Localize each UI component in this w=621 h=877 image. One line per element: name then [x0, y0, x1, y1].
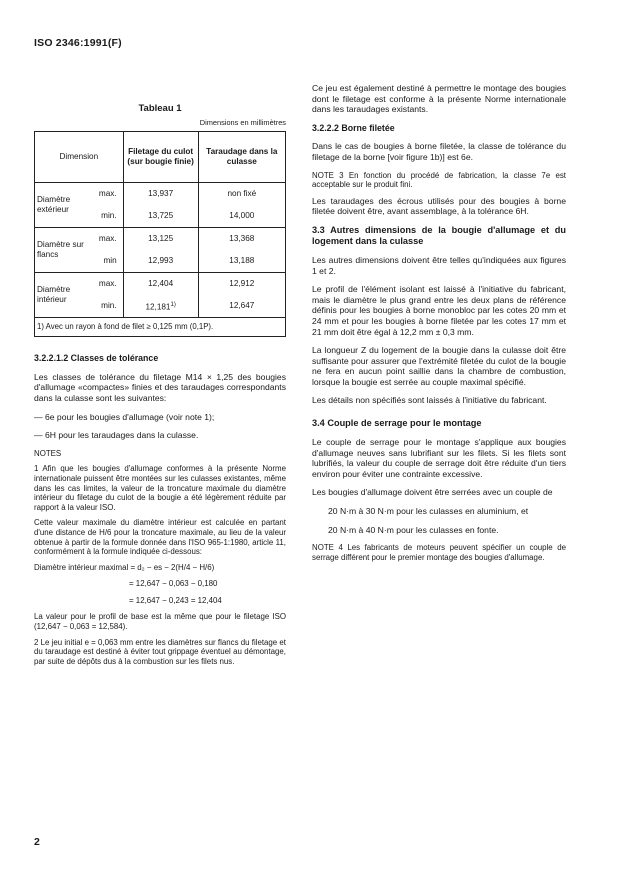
paragraph: Les taraudages des écrous utilisés pour des bougies à borne filetée doivent être, avant assemblage, à la tolérance 6H. — [312, 195, 566, 217]
section-heading-3-4: 3.4 Couple de serrage pour le montage — [312, 418, 482, 429]
equation-line: = 12,647 − 0,063 − 0,180 — [129, 579, 218, 589]
cell-value — [123, 295, 198, 318]
paragraph: Dans le cas de bougies à borne filetée, la classe de tolérance du filetage de la borne [voir figure 1b)] est 6e. — [312, 141, 566, 162]
footnote-ref: 1) — [170, 301, 176, 308]
note-1b: Cette valeur maximale du diamètre intérieur est calculée en partant d'une distance de H/6 pour la troncature maximale, au lieu de la valeur obtenue à partir de la formule donnée dans l'ISO 965-1:1980, article 11, conformément à la formule indiquée ci-dessous: — [34, 518, 286, 557]
cell-value: 12,912 — [198, 273, 285, 296]
right-column — [312, 83, 566, 568]
equation-line: = 12,647 − 0,243 = 12,404 — [129, 595, 222, 605]
cell-value: 13,368 — [198, 228, 285, 251]
paragraph: Les classes de tolérance du filetage M14 × 1,25 des bougies d'allumage «compactes» finies et des taraudages correspondants dans la culasse sont les suivantes: — [34, 371, 286, 403]
page-header: ISO 2346:1991(F) — [34, 37, 122, 49]
qualifier-min: min. — [101, 210, 117, 220]
cell-value: 13,125 — [123, 228, 198, 251]
paragraph: Ce jeu est également destiné à permettre le montage des bougies dont le filetage est conforme à la présente Norme internationale dans les taraudages existants. — [312, 83, 566, 115]
note-4: NOTE 4 Les fabricants de moteurs peuvent spécifier un couple de serrage différent pour le premier montage des bougies d'allumage. — [312, 543, 566, 562]
paragraph: Le profil de l'élément isolant est laissé à l'initiative du fabricant, mais le diamètre le plus grand entre les deux plans de référence définis pour les bougies à borne monobloc par les cotes 20 mm et 24 mm et pour les bougies à borne filetée par les cotes 17 mm et 21 mm doit être égal à 12,2 mm ± 0,3 mm. — [312, 284, 566, 337]
qualifier-max: max. — [97, 273, 123, 296]
cell-value: 13,937 — [123, 183, 198, 206]
notes-block — [34, 449, 286, 667]
cell-value: 14,000 — [198, 205, 285, 228]
section-heading-3-3: 3.3 Autres dimensions de la bougie d'allumage et du logement dans la culasse — [312, 224, 566, 246]
cell-value-text: 12,181 — [145, 302, 171, 312]
qualifier-min: min — [103, 255, 117, 265]
table-footnote: 1) Avec un rayon à fond de filet ≥ 0,125 mm (0,1P). — [35, 318, 286, 337]
section-heading-classes: 3.2.2.1.2 Classes de tolérance — [34, 353, 159, 364]
notes-heading: NOTES — [34, 448, 62, 458]
list-item: — 6e pour les bougies d'allumage (voir note 1); — [34, 411, 215, 422]
note-2: 2 Le jeu initial e = 0,063 mm entre les diamètres sur flancs du filetage et du taraudage est destiné à éviter tout grippage éventuel au démontage, par suite de dépôts dus à la combustion sur les filets nus. — [34, 637, 286, 666]
left-column — [34, 82, 286, 672]
row-label: Diamètre sur flancs — [35, 228, 97, 273]
row-label: Diamètre extérieur — [37, 194, 71, 215]
cell-value: non fixé — [198, 183, 285, 206]
cell-value: 12,993 — [123, 250, 198, 273]
section-heading-borne: 3.2.2.2 Borne filetée — [312, 122, 395, 133]
cell-value: 13,188 — [198, 250, 285, 273]
list-item: — 6H pour les taraudages dans la culasse. — [34, 430, 199, 441]
table-row — [35, 273, 286, 296]
note-1c: La valeur pour le profil de base est la même que pour le filetage ISO (12,647 − 0,063 = 12,584). — [34, 612, 286, 632]
torque-fonte: 20 N·m à 40 N·m pour les culasses en fonte. — [328, 524, 499, 535]
equation-line: Diamètre intérieur maximal = d₂ − es − 2(H/4 − H/6) — [34, 562, 215, 572]
qualifier-min: min. — [101, 300, 117, 310]
cell-value: 12,404 — [123, 273, 198, 296]
qualifier-max: max. — [98, 188, 117, 198]
header-taraudage: Taraudage dans la culasse — [198, 132, 285, 183]
table-row — [35, 183, 286, 206]
note-1: 1 Afin que les bougies d'allumage conformes à la présente Norme internationale puissent être montées sur les culasses existantes, même dans les cas limites, la valeur de la troncature maximale du diamètre intérieur du filetage du culot de la bougie a été légèrement réduite par rapport à la valeur ISO. — [34, 464, 286, 512]
table-row — [35, 228, 286, 251]
header-filetage: Filetage du culot (sur bougie finie) — [123, 132, 198, 183]
cell-value: 13,725 — [123, 205, 198, 228]
torque-aluminium: 20 N·m à 30 N·m pour les culasses en aluminium, et — [328, 506, 529, 517]
paragraph: Le couple de serrage pour le montage s'applique aux bougies d'allumage neuves sans lubrifiant sur les filets. Si les filets sont lubrifiés, la valeur du couple de serrage doit être réduite d'un tiers environ pour éviter une contrainte excessive. — [312, 437, 566, 479]
paragraph: La longueur Z du logement de la bougie dans la culasse doit être suffisante pour assurer que l'extrémité filetée du culot de la bougie ne fera en aucun point saillie dans la chambre de combustion, lorsque la bougie est serrée au couple maximal spécifié. — [312, 345, 566, 387]
table-title: Tableau 1 — [138, 103, 182, 114]
header-dimension: Dimension — [35, 132, 124, 183]
dimensions-table — [34, 131, 286, 337]
note-3: NOTE 3 En fonction du procédé de fabrication, la classe 7e est acceptable sur le produit fini. — [312, 170, 566, 190]
row-label: Diamètre intérieur — [35, 273, 97, 318]
paragraph: Les bougies d'allumage doivent être serrées avec un couple de — [312, 487, 553, 498]
paragraph: Les détails non spécifiés sont laissés à l'initiative du fabricant. — [312, 395, 547, 406]
table-subtitle: Dimensions en millimètres — [199, 117, 286, 127]
qualifier-max: max. — [97, 228, 123, 251]
paragraph: Les autres dimensions doivent être telles qu'indiquées aux figures 1 et 2. — [312, 254, 566, 276]
page-number: 2 — [34, 836, 40, 848]
cell-value: 12,647 — [198, 295, 285, 318]
